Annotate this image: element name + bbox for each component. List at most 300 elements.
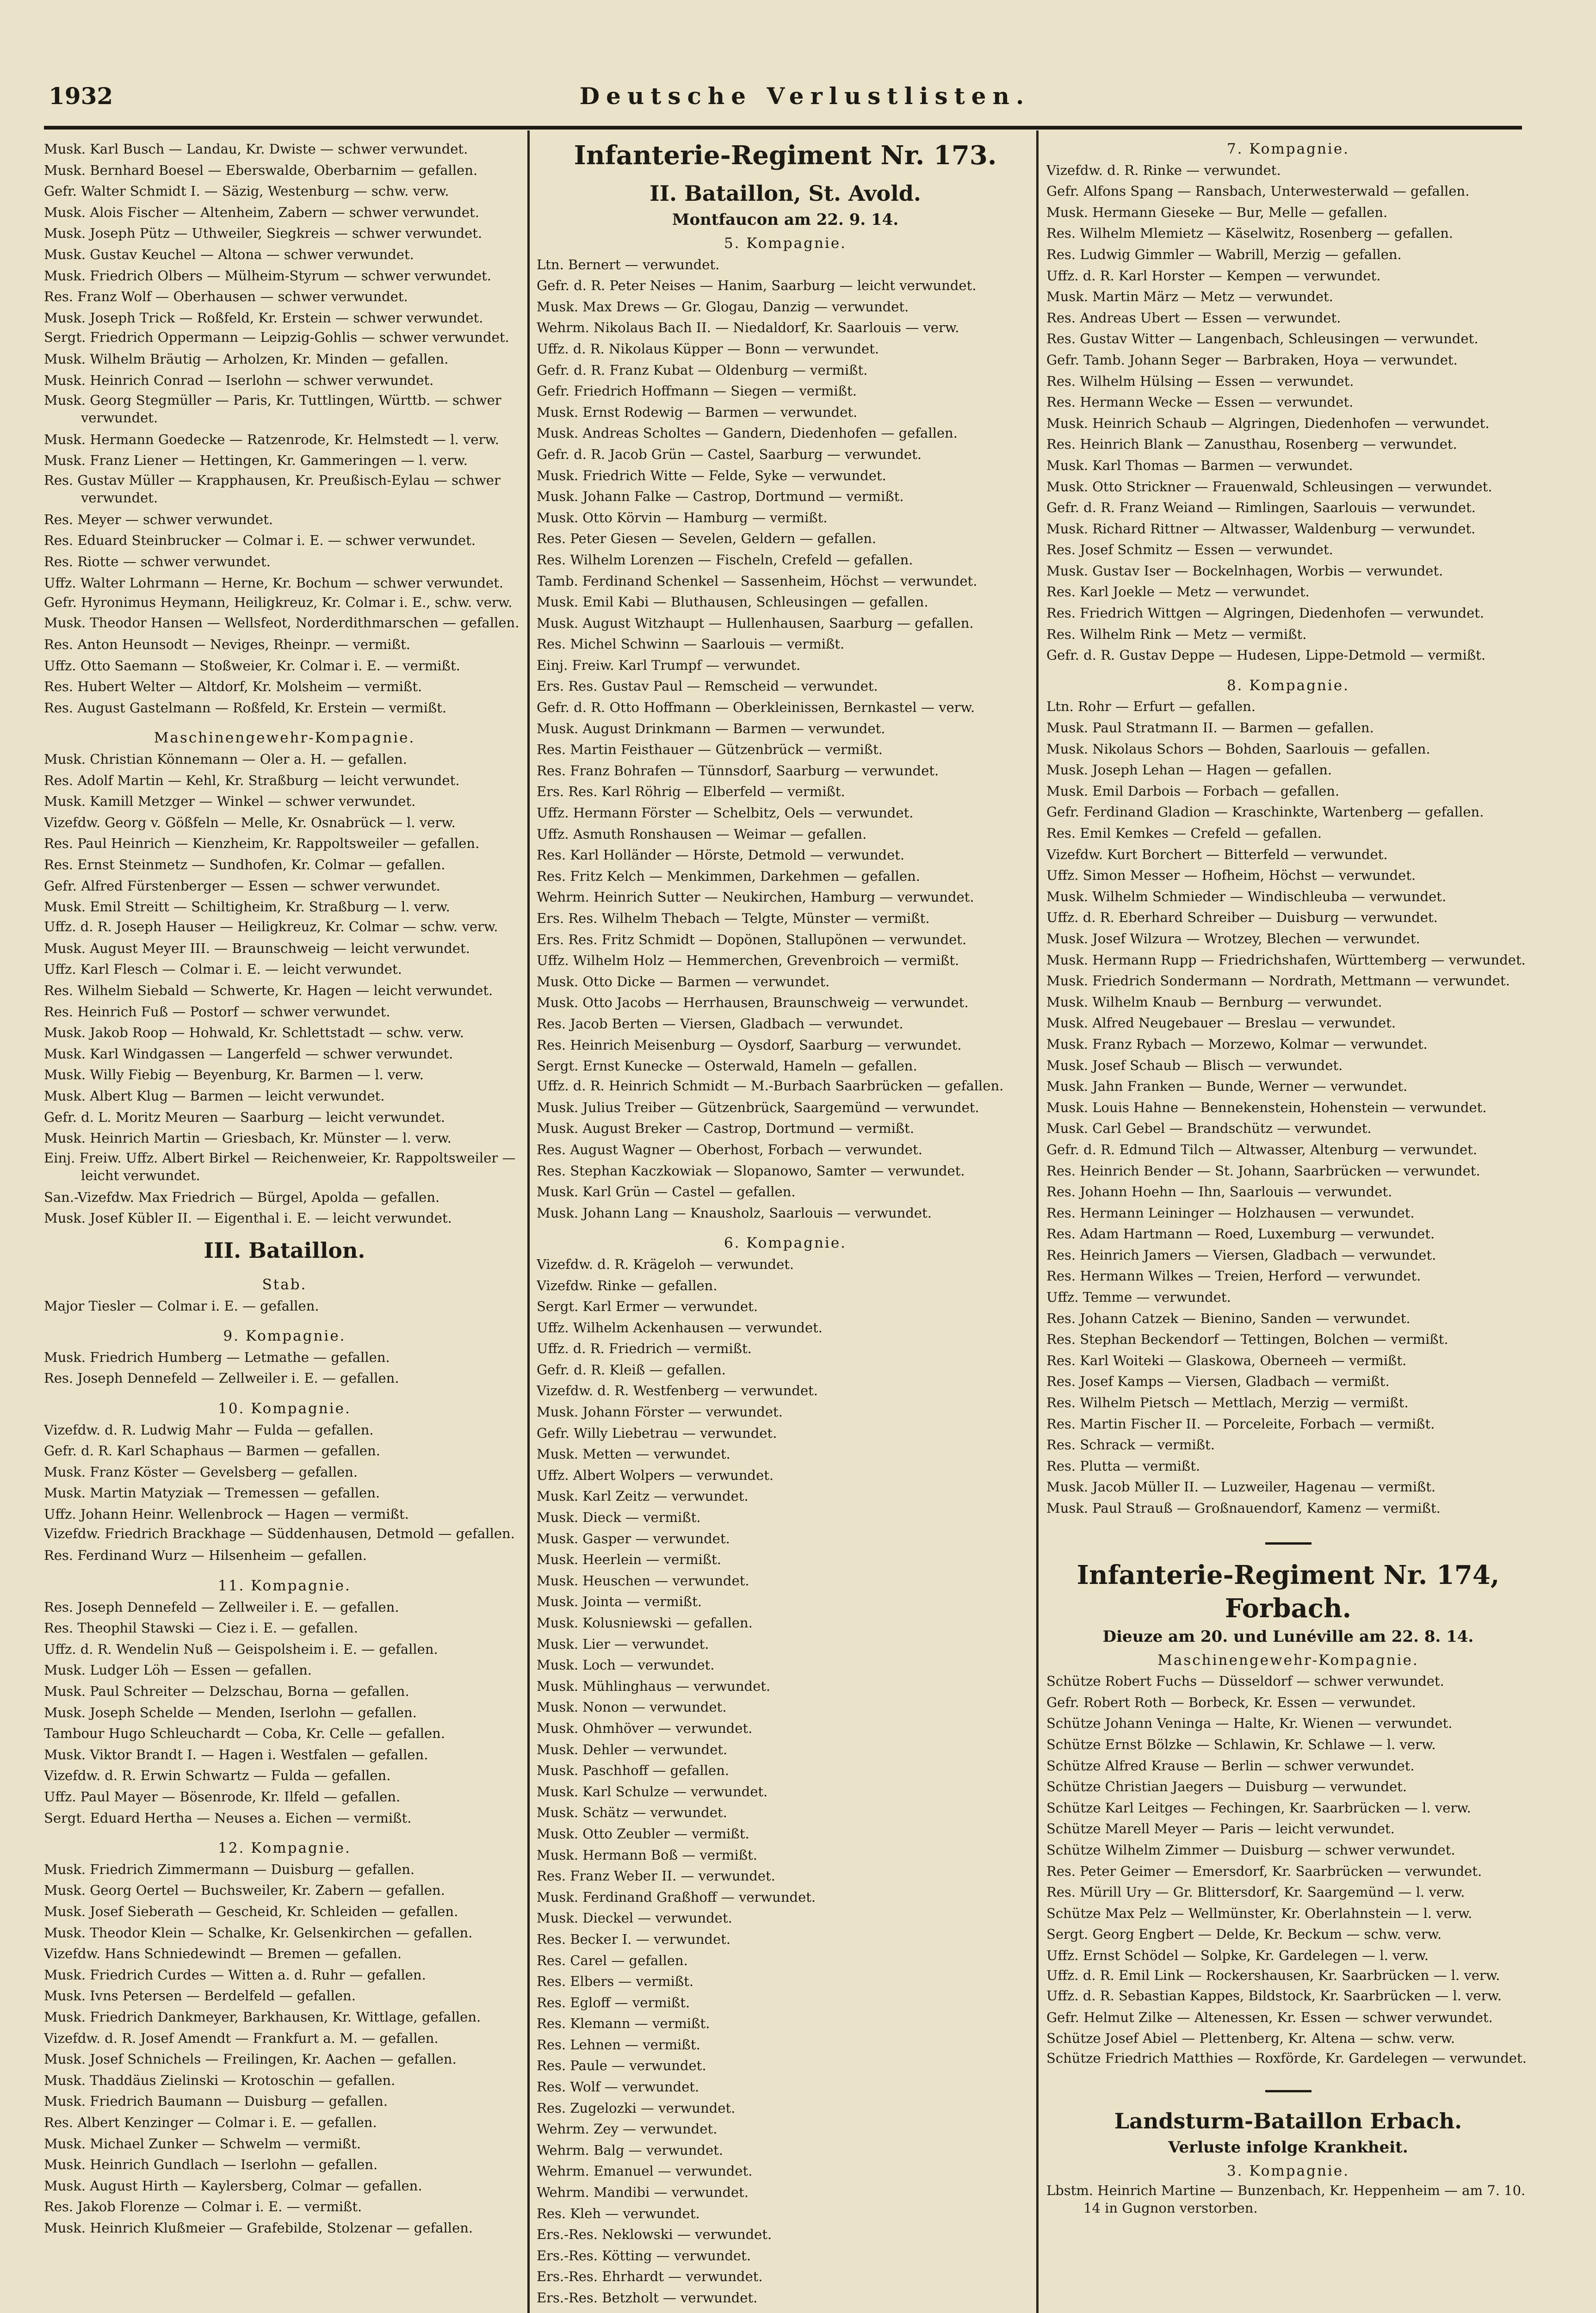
entry-list — [1046, 696, 1530, 1519]
casualty-entry: Musk. Nonon — verwundet. — [537, 1699, 727, 1715]
casualty-entry: Musk. Paul Strauß — Großnauendorf, Kamenz — vermißt. — [1046, 1500, 1441, 1516]
casualty-entry: Ers. Res. Gustav Paul — Remscheid — verwundet. — [537, 678, 878, 694]
casualty-entry: Vizefdw. Kurt Borchert — Bitterfeld — verwundet. — [1046, 846, 1388, 862]
casualty-entry: Musk. Gustav Iser — Bockelnhagen, Worbis — verwundet. — [1046, 563, 1443, 579]
casualty-entry: Musk. Friedrich Sondermann — Nordrath, Mettmann — verwundet. — [1046, 973, 1510, 989]
casualty-entry: Res. Kleh — verwundet. — [537, 2205, 700, 2221]
casualty-entry: Schütze Max Pelz — Wellmünster, Kr. Oberlahnstein — l. verw. — [1046, 1905, 1472, 1921]
casualty-entry: Uffz. Simon Messer — Hofheim, Höchst — verwundet. — [1046, 867, 1416, 884]
casualty-entry: Musk. Ohmhöver — verwundet. — [537, 1720, 753, 1736]
section-heading: 9. Kompagnie. — [223, 1328, 346, 1345]
casualty-entry: Res. Hubert Welter — Altdorf, Kr. Molsheim — vermißt. — [44, 679, 422, 695]
casualty-entry: Musk. Christian Könnemann — Oler a. H. — gefallen. — [44, 751, 408, 767]
casualty-entry: Gefr. Alfred Fürstenberger — Essen — schwer verwundet. — [44, 878, 440, 894]
casualty-entry: Musk. Viktor Brandt I. — Hagen i. Westfalen — gefallen. — [44, 1746, 428, 1763]
section-heading: Maschinengewehr-Kompagnie. — [154, 730, 415, 747]
entry-list — [1046, 2182, 1530, 2217]
casualty-entry: Vizefdw. d. R. Ludwig Mahr — Fulda — gefallen. — [44, 1422, 374, 1438]
entry-list — [44, 749, 525, 1229]
casualty-entry: Musk. Josef Schnichels — Freilingen, Kr. Aachen — gefallen. — [44, 2051, 457, 2067]
casualty-entry: Schütze Robert Fuchs — Düsseldorf — schwer verwundet. — [1046, 1673, 1444, 1689]
casualty-entry: Musk. Martin Matyziak — Tremessen — gefallen. — [44, 1485, 380, 1501]
casualty-entry: Musk. Otto Zeubler — vermißt. — [537, 1825, 749, 1842]
casualty-entry: Musk. Joseph Schelde — Menden, Iserlohn — gefallen. — [44, 1704, 417, 1720]
casualty-entry: Musk. Karl Schulze — verwundet. — [537, 1783, 768, 1800]
section-heading: 8. Kompagnie. — [1226, 677, 1350, 694]
casualty-entry: Res. Becker I. — verwundet. — [537, 1931, 731, 1947]
casualty-entry: Musk. August Hirth — Kaylersberg, Colmar — gefallen. — [44, 2177, 422, 2194]
casualty-entry: Musk. Otto Strickner — Frauenwald, Schleusingen — verwundet. — [1046, 478, 1492, 495]
casualty-entry: Res. Joseph Dennefeld — Zellweiler i. E. — gefallen. — [44, 1599, 399, 1615]
casualty-entry: Lbstm. Heinrich Martine — Bunzenbach, Kr. Heppenheim — am 7. 10. 14 in Gugnon verstorben. — [1046, 2183, 1526, 2216]
casualty-entry: Musk. Carl Gebel — Brandschütz — verwundet. — [1046, 1120, 1372, 1137]
casualty-entry: Musk. Karl Busch — Landau, Kr. Dwiste — schwer verwundet. — [44, 141, 468, 157]
casualty-entry: Musk. Karl Zeitz — verwundet. — [537, 1488, 749, 1504]
casualty-entry: Gefr. Helmut Zilke — Altenessen, Kr. Essen — schwer verwundet. — [1046, 2009, 1493, 2025]
casualty-entry: Musk. Joseph Pütz — Uthweiler, Siegkreis — schwer verwundet. — [44, 225, 483, 241]
casualty-entry: Musk. Emil Darbois — Forbach — gefallen. — [1046, 783, 1340, 799]
casualty-entry: Musk. Otto Dicke — Barmen — verwundet. — [537, 973, 830, 990]
casualty-entry: Vizefdw. d. R. Erwin Schwartz — Fulda — gefallen. — [44, 1768, 391, 1784]
casualty-entry: Res. Gustav Müller — Krapphausen, Kr. Preußisch-Eylau — schwer verwundet. — [44, 472, 501, 506]
casualty-entry: Sergt. Ernst Kunecke — Osterwald, Hameln — gefallen. — [537, 1058, 917, 1074]
casualty-entry: Gefr. d. R. Gustav Deppe — Hudesen, Lippe-Detmold — vermißt. — [1046, 647, 1486, 663]
casualty-entry: Musk. Otto Körvin — Hamburg — vermißt. — [537, 509, 828, 526]
section-rule — [1265, 1542, 1311, 1545]
casualty-entry: Gefr. d. R. Franz Kubat — Oldenburg — vermißt. — [537, 362, 868, 378]
casualty-entry: Gefr. Robert Roth — Borbeck, Kr. Essen — verwundet. — [1046, 1694, 1416, 1710]
casualty-entry: Musk. Kamill Metzger — Winkel — schwer verwundet. — [44, 793, 416, 810]
casualty-entry: Res. Fritz Kelch — Menkimmen, Darkehmen — gefallen. — [537, 868, 921, 884]
casualty-entry: Uffz. Temme — verwundet. — [1046, 1289, 1231, 1305]
casualty-entry: Musk. Theodor Hansen — Wellsfeot, Norderdithmarschen — gefallen. — [44, 615, 520, 631]
place-date: Dieuze am 20. und Lunéville am 22. 8. 14. — [1102, 1627, 1474, 1646]
casualty-entry: Schütze Johann Veninga — Halte, Kr. Wienen — verwundet. — [1046, 1715, 1453, 1732]
casualty-entry: Musk. Nikolaus Schors — Bohden, Saarlouis — gefallen. — [1046, 741, 1430, 757]
casualty-entry: Gefr. d. R. Franz Weiand — Rimlingen, Saarlouis — verwundet. — [1046, 500, 1476, 516]
column-3 — [1046, 139, 1530, 2313]
casualty-entry: Schütze Marell Meyer — Paris — leicht verwundet. — [1046, 1821, 1395, 1837]
entry-list — [1046, 1671, 1530, 2067]
casualty-entry: Musk. Hermann Rupp — Friedrichshafen, Württemberg — verwundet. — [1046, 952, 1526, 968]
casualty-entry: Musk. Thaddäus Zielinski — Krotoschin — gefallen. — [44, 2072, 396, 2088]
casualty-entry: Major Tiesler — Colmar i. E. — gefallen. — [44, 1298, 319, 1314]
casualty-entry: Musk. Johann Förster — verwundet. — [537, 1404, 783, 1420]
casualty-entry: Musk. Friedrich Zimmermann — Duisburg — gefallen. — [44, 1861, 415, 1877]
casualty-entry: Sergt. Friedrich Oppermann — Leipzig-Gohlis — schwer verwundet. — [44, 329, 509, 346]
casualty-entry: Musk. Wilhelm Knaub — Bernburg — verwundet. — [1046, 994, 1382, 1010]
casualty-entry: Res. Riotte — schwer verwundet. — [44, 553, 271, 569]
casualty-entry: Schütze Wilhelm Zimmer — Duisburg — schwer verwundet. — [1046, 1842, 1455, 1858]
casualty-entry: Res. Mürill Ury — Gr. Blittersdorf, Kr. Saargemünd — l. verw. — [1046, 1884, 1465, 1900]
casualty-entry: Musk. Friedrich Humberg — Letmathe — gefallen. — [44, 1349, 390, 1365]
casualty-entry: Schütze Josef Abiel — Plettenberg, Kr. Altena — schw. verw. — [1046, 2030, 1455, 2047]
casualty-entry: Uffz. d. R. Emil Link — Rockershausen, Kr. Saarbrücken — l. verw. — [1046, 1967, 1500, 1983]
casualty-entry: Res. August Gastelmann — Roßfeld, Kr. Erstein — vermißt. — [44, 699, 447, 716]
casualty-entry: Ers.-Res. Kötting — verwundet. — [537, 2247, 751, 2264]
casualty-entry: Musk. Emil Kabi — Bluthausen, Schleusingen — gefallen. — [537, 594, 928, 610]
casualty-entry: Res. Franz Wolf — Oberhausen — schwer verwundet. — [44, 289, 408, 305]
casualty-entry: Res. Theophil Stawski — Ciez i. E. — gefallen. — [44, 1620, 358, 1636]
casualty-entry: Musk. Paschhoff — gefallen. — [537, 1763, 730, 1779]
casualty-entry: Res. Heinrich Bender — St. Johann, Saarbrücken — verwundet. — [1046, 1163, 1480, 1179]
casualty-entry: Musk. Josef Kübler II. — Eigenthal i. E. — leicht verwundet. — [44, 1210, 452, 1226]
casualty-entry: Musk. Josef Schaub — Blisch — verwundet. — [1046, 1057, 1343, 1073]
casualty-entry: Vizefdw. Hans Schniedewindt — Bremen — gefallen. — [44, 1946, 402, 1962]
casualty-entry: Gefr. Friedrich Hoffmann — Siegen — vermißt. — [537, 383, 857, 399]
casualty-entry: Musk. Heerlein — vermißt. — [537, 1552, 721, 1568]
section-heading: 3. Kompagnie. — [1226, 2162, 1350, 2179]
casualty-entry: Vizefdw. Georg v. Gößfeln — Melle, Kr. Osnabrück — l. verw. — [44, 814, 456, 830]
casualty-entry: Musk. Otto Jacobs — Herrhausen, Braunschweig — verwundet. — [537, 995, 969, 1011]
casualty-entry: Res. Karl Holländer — Hörste, Detmold — verwundet. — [537, 847, 905, 863]
casualty-entry: Musk. Bernhard Boesel — Eberswalde, Oberbarnim — gefallen. — [44, 162, 478, 178]
casualty-entry: Res. Lehnen — vermißt. — [537, 2036, 700, 2053]
casualty-entry: Musk. Gasper — verwundet. — [537, 1530, 730, 1546]
casualty-entry: Res. Franz Bohrafen — Tünnsdorf, Saarburg — verwundet. — [537, 762, 939, 779]
casualty-entry: Res. Wilhelm Hülsing — Essen — verwundet. — [1046, 373, 1354, 389]
casualty-entry: Res. Heinrich Fuß — Postorf — schwer verwundet. — [44, 1003, 390, 1020]
casualty-entry: Res. Heinrich Meisenburg — Oysdorf, Saarburg — verwundet. — [537, 1037, 962, 1053]
casualty-entry: Gefr. Walter Schmidt I. — Säzig, Westenburg — schw. verw. — [44, 183, 449, 199]
casualty-entry: Sergt. Eduard Hertha — Neuses a. Eichen — vermißt. — [44, 1810, 412, 1826]
casualty-entry: Musk. August Drinkmann — Barmen — verwundet. — [537, 720, 885, 736]
casualty-entry: Gefr. d. R. Jacob Grün — Castel, Saarburg — verwundet. — [537, 446, 922, 462]
casualty-entry: Musk. Ludger Löh — Essen — gefallen. — [44, 1662, 312, 1678]
entry-list — [537, 254, 1034, 1224]
casualty-entry: Schütze Alfred Krause — Berlin — schwer verwundet. — [1046, 1757, 1415, 1774]
casualty-entry: Einj. Freiw. Uffz. Albert Birkel — Reichenweier, Kr. Rappoltsweiler — leicht verwundet. — [44, 1150, 516, 1183]
casualty-entry: Musk. Julius Treiber — Gützenbrück, Saargemünd — verwundet. — [537, 1099, 979, 1115]
casualty-entry: Res. Wilhelm Mlemietz — Käselwitz, Rosenberg — gefallen. — [1046, 225, 1454, 241]
casualty-entry: Ltn. Rohr — Erfurt — gefallen. — [1046, 699, 1256, 715]
casualty-entry: Res. Albert Kenzinger — Colmar i. E. — gefallen. — [44, 2114, 377, 2130]
casualty-entry: Gefr. Willy Liebetrau — verwundet. — [537, 1425, 777, 1441]
casualty-entry: San.-Vizefdw. Max Friedrich — Bürgel, Apolda — gefallen. — [44, 1189, 440, 1205]
casualty-entry: Uffz. d. R. Eberhard Schreiber — Duisburg — verwundet. — [1046, 909, 1438, 926]
casualty-entry: Uffz. Paul Mayer — Bösenrode, Kr. Ilfeld — gefallen. — [44, 1789, 401, 1805]
casualty-entry: Musk. Franz Köster — Gevelsberg — gefallen. — [44, 1464, 358, 1480]
casualty-entry: Res. Adolf Martin — Kehl, Kr. Straßburg — leicht verwundet. — [44, 772, 460, 788]
casualty-entry: Musk. Paul Stratmann II. — Barmen — gefallen. — [1046, 720, 1374, 736]
casualty-entry: Res. Gustav Witter — Langenbach, Schleusingen — verwundet. — [1046, 331, 1478, 347]
casualty-entry: Res. Karl Joekle — Metz — verwundet. — [1046, 584, 1310, 600]
regiment-heading: Infanterie-Regiment Nr. 174, Forbach. — [1076, 1559, 1500, 1624]
column-1 — [44, 139, 525, 2313]
casualty-entry: Musk. Paul Schreiter — Delzschau, Borna — gefallen. — [44, 1683, 409, 1700]
casualty-entry: Musk. Albert Klug — Barmen — leicht verwundet. — [44, 1088, 385, 1104]
casualty-entry: Res. Paul Heinrich — Kienzheim, Kr. Rappoltsweiler — gefallen. — [44, 835, 480, 852]
casualty-entry: Uffz. Ernst Schödel — Solpke, Kr. Gardelegen — l. verw. — [1046, 1947, 1429, 1963]
casualty-entry: Uffz. d. R. Sebastian Kappes, Bildstock, Kr. Saarbrücken — l. verw. — [1046, 1987, 1502, 2004]
column-rule-right — [1036, 130, 1039, 2313]
casualty-entry: Musk. Karl Grün — Castel — gefallen. — [537, 1184, 796, 1200]
casualty-entry: Res. Stephan Kaczkowiak — Slopanowo, Samter — verwundet. — [537, 1163, 965, 1179]
casualty-entry: Res. Stephan Beckendorf — Tettingen, Bolchen — vermißt. — [1046, 1331, 1448, 1348]
casualty-entry: Musk. Theodor Klein — Schalke, Kr. Gelsenkirchen — gefallen. — [44, 1924, 473, 1941]
casualty-entry: Musk. Georg Oertel — Buchsweiler, Kr. Zabern — gefallen. — [44, 1882, 445, 1899]
casualty-entry: Uffz. d. R. Nikolaus Küpper — Bonn — verwundet. — [537, 340, 879, 357]
casualty-entry: Musk. Michael Zunker — Schwelm — vermißt. — [44, 2135, 361, 2152]
casualty-entry: Vizefdw. d. R. Josef Amendt — Frankfurt a. M. — gefallen. — [44, 2030, 439, 2046]
section-heading: Stab. — [262, 1276, 307, 1293]
casualty-entry: Musk. Joseph Trick — Roßfeld, Kr. Erstein — schwer verwundet. — [44, 309, 483, 326]
casualty-entry: Musk. August Meyer III. — Braunschweig — leicht verwundet. — [44, 940, 470, 956]
casualty-entry: Res. Johann Hoehn — Ihn, Saarlouis — verwundet. — [1046, 1184, 1392, 1200]
casualty-entry: Schütze Friedrich Matthies — Roxförde, Kr. Gardelegen — verwundet. — [1046, 2050, 1527, 2066]
casualty-entry: Uffz. Wilhelm Holz — Hemmerchen, Grevenbroich — vermißt. — [537, 952, 959, 969]
casualty-entry: Musk. Metten — verwundet. — [537, 1446, 730, 1462]
section-heading: 12. Kompagnie. — [218, 1840, 351, 1857]
casualty-entry: Res. Ferdinand Wurz — Hilsenheim — gefallen. — [44, 1547, 367, 1564]
column-rule-left — [527, 130, 530, 2313]
casualty-entry: Musk. Dehler — verwundet. — [537, 1741, 728, 1757]
entry-list — [44, 1597, 525, 1829]
entry-list — [44, 1347, 525, 1389]
section-heading: 11. Kompagnie. — [218, 1577, 351, 1595]
casualty-entry: Uffz. d. R. Joseph Hauser — Heiligkreuz, Kr. Colmar — schw. verw. — [44, 918, 498, 934]
casualty-entry: Res. Plutta — vermißt. — [1046, 1458, 1200, 1474]
page-number: 1932 — [49, 82, 113, 110]
casualty-entry: Musk. Andreas Scholtes — Gandern, Diedenhofen — gefallen. — [537, 425, 958, 441]
casualty-entry: Res. Joseph Dennefeld — Zellweiler i. E. — gefallen. — [44, 1370, 399, 1386]
section-heading: 6. Kompagnie. — [724, 1235, 847, 1252]
casualty-entry: Vizefdw. d. R. Krägeloh — verwundet. — [537, 1256, 794, 1272]
casualty-entry: Musk. Johann Falke — Castrop, Dortmund — vermißt. — [537, 489, 904, 505]
casualty-entry: Res. Egloff — vermißt. — [537, 1994, 690, 2010]
casualty-entry: Musk. Willy Fiebig — Beyenburg, Kr. Barmen — l. verw. — [44, 1067, 424, 1083]
header-rule — [44, 126, 1522, 130]
casualty-entry: Musk. Gustav Keuchel — Altona — schwer verwundet. — [44, 246, 414, 262]
casualty-entry: Wehrm. Nikolaus Bach II. — Niedaldorf, Kr. Saarlouis — verw. — [537, 320, 959, 336]
casualty-entry: Musk. Jointa — vermißt. — [537, 1594, 702, 1610]
section-heading: Maschinengewehr-Kompagnie. — [1157, 1651, 1419, 1669]
casualty-entry: Res. Jakob Florenze — Colmar i. E. — vermißt. — [44, 2199, 362, 2215]
casualty-entry: Res. Josef Schmitz — Essen — verwundet. — [1046, 542, 1333, 558]
casualty-entry: Res. Karl Woiteki — Glaskowa, Oberneeh — vermißt. — [1046, 1352, 1407, 1368]
casualty-entry: Res. Schrack — vermißt. — [1046, 1437, 1215, 1453]
casualty-entry: Musk. August Breker — Castrop, Dortmund — vermißt. — [537, 1120, 915, 1137]
casualty-entry: Gefr. d. R. Edmund Tilch — Altwasser, Altenburg — verwundet. — [1046, 1141, 1478, 1157]
casualty-entry: Musk. August Witzhaupt — Hullenhausen, Saarburg — gefallen. — [537, 615, 974, 631]
casualty-entry: Gefr. Alfons Spang — Ransbach, Unterwesterwald — gefallen. — [1046, 183, 1470, 199]
regiment-heading: Infanterie-Regiment Nr. 173. — [574, 140, 997, 171]
casualty-entry: Res. Peter Giesen — Sevelen, Geldern — gefallen. — [537, 531, 877, 547]
casualty-entry: Musk. Richard Rittner — Altwasser, Waldenburg — verwundet. — [1046, 520, 1476, 537]
section-heading: 10. Kompagnie. — [218, 1400, 351, 1417]
column-2 — [537, 139, 1034, 2313]
casualty-entry: Musk. Kolusniewski — gefallen. — [537, 1615, 753, 1631]
entry-list — [537, 1254, 1034, 2309]
casualty-entry: Musk. Martin März — Metz — verwundet. — [1046, 289, 1333, 305]
casualty-entry: Musk. Franz Liener — Hettingen, Kr. Gammeringen — l. verw. — [44, 452, 468, 469]
casualty-entry: Schütze Karl Leitges — Fechingen, Kr. Saarbrücken — l. verw. — [1046, 1800, 1471, 1816]
casualty-entry: Musk. Jakob Roop — Hohwald, Kr. Schlettstadt — schw. verw. — [44, 1025, 464, 1041]
casualty-entry: Wehrm. Zey — verwundet. — [537, 2121, 718, 2137]
casualty-entry: Musk. Hermann Gieseke — Bur, Melle — gefallen. — [1046, 204, 1388, 220]
casualty-entry: Gefr. Hyronimus Heymann, Heiligkreuz, Kr. Colmar i. E., schw. verw. — [44, 594, 513, 611]
casualty-entry: Musk. Heinrich Gundlach — Iserlohn — gefallen. — [44, 2157, 378, 2173]
section-heading: 5. Kompagnie. — [724, 235, 847, 252]
casualty-entry: Ers.-Res. Betzholt — verwundet. — [537, 2290, 758, 2306]
casualty-entry: Musk. Jahn Franken — Bunde, Werner — verwundet. — [1046, 1078, 1408, 1095]
casualty-entry: Musk. Georg Stegmüller — Paris, Kr. Tuttlingen, Württb. — schwer verwundet. — [44, 392, 501, 426]
casualty-entry: Musk. Alois Fischer — Altenheim, Zabern — schwer verwundet. — [44, 204, 479, 220]
casualty-entry: Musk. Hermann Boß — vermißt. — [537, 1847, 757, 1863]
casualty-entry: Res. Michel Schwinn — Saarlouis — vermißt. — [537, 636, 845, 652]
casualty-entry: Musk. Dieckel — verwundet. — [537, 1910, 732, 1926]
casualty-entry: Musk. Schätz — verwundet. — [537, 1805, 727, 1821]
casualty-entry: Uffz. d. R. Wendelin Nuß — Geispolsheim i. E. — gefallen. — [44, 1641, 438, 1657]
casualty-entry: Res. Zugelozki — verwundet. — [537, 2100, 736, 2116]
casualty-entry: Musk. Karl Thomas — Barmen — verwundet. — [1046, 457, 1353, 473]
casualty-entry: Res. Eduard Steinbrucker — Colmar i. E. — schwer verwundet. — [44, 532, 476, 549]
casualty-entry: Tamb. Ferdinand Schenkel — Sassenheim, Höchst — verwundet. — [537, 573, 977, 589]
battalion-heading: III. Bataillon. — [204, 1237, 365, 1263]
casualty-entry: Res. Ernst Steinmetz — Sundhofen, Kr. Colmar — gefallen. — [44, 857, 445, 873]
casualty-entry: Uffz. Walter Lohrmann — Herne, Kr. Bochum — schwer verwundet. — [44, 575, 504, 591]
casualty-entry: Musk. Friedrich Witte — Felde, Syke — verwundet. — [537, 467, 886, 483]
casualty-entry: Musk. Ernst Rodewig — Barmen — verwundet. — [537, 404, 858, 420]
casualty-entry: Res. Paule — verwundet. — [537, 2058, 706, 2074]
casualty-entry: Uffz. d. R. Karl Horster — Kempen — verwundet. — [1046, 267, 1381, 284]
casualty-entry: Musk. Heinrich Schaub — Algringen, Diedenhofen — verwundet. — [1046, 415, 1490, 431]
entry-list — [1046, 160, 1530, 666]
casualty-entry: Musk. Friedrich Dankmeyer, Barkhausen, Kr. Wittlage, gefallen. — [44, 2009, 481, 2025]
casualty-entry: Res. Heinrich Blank — Zanusthau, Rosenberg — verwundet. — [1046, 436, 1457, 452]
casualty-entry: Musk. Dieck — vermißt. — [537, 1509, 701, 1526]
casualty-entry: Musk. Wilhelm Schmieder — Windischleuba — verwundet. — [1046, 888, 1447, 904]
casualty-entry: Musk. Friedrich Olbers — Mülheim-Styrum — schwer verwundet. — [44, 267, 491, 284]
casualty-entry: Res. Friedrich Wittgen — Algringen, Diedenhofen — verwundet. — [1046, 605, 1485, 621]
casualty-entry: Musk. Emil Streitt — Schiltigheim, Kr. Straßburg — l. verw. — [44, 899, 450, 915]
casualty-entry: Gefr. Ferdinand Gladion — Kraschinkte, Wartenberg — gefallen. — [1046, 804, 1484, 820]
casualty-entry: Res. Adam Hartmann — Roed, Luxemburg — verwundet. — [1046, 1226, 1435, 1242]
casualty-entry: Res. Martin Fischer II. — Porceleite, Forbach — vermißt. — [1046, 1416, 1435, 1432]
section-rule — [1265, 2090, 1311, 2092]
casualty-entry: Res. Meyer — schwer verwundet. — [44, 511, 273, 527]
casualty-entry: Ers. Res. Karl Röhrig — Elberfeld — vermißt. — [537, 784, 845, 800]
casualty-entry: Res. Johann Catzek — Bienino, Sanden — verwundet. — [1046, 1310, 1410, 1326]
casualty-entry: Vizefdw. d. R. Rinke — verwundet. — [1046, 162, 1281, 178]
casualty-entry: Musk. Alfred Neugebauer — Breslau — verwundet. — [1046, 1015, 1396, 1031]
battalion-heading: II. Bataillon, St. Avold. — [650, 181, 921, 206]
casualty-entry: Res. Hermann Wilkes — Treien, Herford — verwundet. — [1046, 1268, 1421, 1284]
casualty-entry: Musk. Louis Hahne — Bennekenstein, Hohenstein — verwundet. — [1046, 1099, 1487, 1115]
casualty-entry: Wehrm. Heinrich Sutter — Neukirchen, Hamburg — verwundet. — [537, 889, 974, 905]
casualty-entry: Res. Anton Heunsodt — Neviges, Rheinpr. — vermißt. — [44, 637, 410, 653]
casualty-entry: Gefr. d. R. Otto Hoffmann — Oberkleinissen, Bernkastel — verw. — [537, 699, 975, 716]
note: Verluste infolge Krankheit. — [1168, 2138, 1408, 2157]
casualty-entry: Ltn. Bernert — verwundet. — [537, 256, 720, 272]
page-title: Deutsche Verlustlisten. — [579, 82, 1031, 110]
casualty-entry: Musk. Friedrich Curdes — Witten a. d. Ruhr — gefallen. — [44, 1967, 426, 1983]
casualty-entry: Musk. Joseph Lehan — Hagen — gefallen. — [1046, 762, 1332, 778]
casualty-entry: Res. Ludwig Gimmler — Wabrill, Merzig — gefallen. — [1046, 246, 1402, 262]
entry-list — [44, 1420, 525, 1567]
casualty-entry: Wehrm. Balg — verwundet. — [537, 2142, 724, 2158]
casualty-entry: Uffz. Wilhelm Ackenhausen — verwundet. — [537, 1319, 823, 1336]
casualty-entry: Gefr. d. R. Peter Neises — Hanim, Saarburg — leicht verwundet. — [537, 278, 977, 294]
casualty-entry: Res. Peter Geimer — Emersdorf, Kr. Saarbrücken — verwundet. — [1046, 1863, 1482, 1879]
casualty-entry: Musk. Ferdinand Graßhoff — verwundet. — [537, 1889, 816, 1905]
casualty-entry: Res. Hermann Leininger — Holzhausen — verwundet. — [1046, 1205, 1415, 1221]
casualty-entry: Musk. Heuschen — verwundet. — [537, 1572, 749, 1589]
casualty-entry: Res. Emil Kemkes — Crefeld — gefallen. — [1046, 825, 1322, 841]
casualty-entry: Wehrm. Emanuel — verwundet. — [537, 2163, 753, 2179]
casualty-entry: Musk. Josef Sieberath — Gescheid, Kr. Schleiden — gefallen. — [44, 1903, 458, 1919]
casualty-entry: Gefr. d. L. Moritz Meuren — Saarburg — leicht verwundet. — [44, 1109, 445, 1125]
casualty-entry: Musk. Lier — verwundet. — [537, 1636, 709, 1652]
casualty-entry: Uffz. Asmuth Ronshausen — Weimar — gefallen. — [537, 826, 867, 842]
casualty-entry: Musk. Max Drews — Gr. Glogau, Danzig — verwundet. — [537, 298, 909, 315]
entry-list — [44, 1859, 525, 2239]
casualty-entry: Tambour Hugo Schleuchardt — Coba, Kr. Celle — gefallen. — [44, 1725, 445, 1742]
casualty-entry: Res. August Wagner — Oberhost, Forbach — verwundet. — [537, 1141, 922, 1157]
casualty-entry: Uffz. d. R. Heinrich Schmidt — M.-Burbach Saarbrücken — gefallen. — [537, 1077, 1004, 1094]
casualty-entry: Ers. Res. Wilhelm Thebach — Telgte, Münster — vermißt. — [537, 910, 930, 926]
casualty-entry: Uffz. Otto Saemann — Stoßweier, Kr. Colmar i. E. — vermißt. — [44, 657, 460, 674]
casualty-entry: Musk. Loch — verwundet. — [537, 1657, 715, 1673]
casualty-entry: Res. Hermann Wecke — Essen — verwundet. — [1046, 394, 1354, 410]
casualty-entry: Ers. Res. Fritz Schmidt — Dopönen, Stallupönen — verwundet. — [537, 931, 967, 947]
casualty-entry: Res. Jacob Berten — Viersen, Gladbach — verwundet. — [537, 1015, 903, 1032]
casualty-entry: Res. Andreas Ubert — Essen — verwundet. — [1046, 309, 1341, 326]
casualty-entry: Einj. Freiw. Karl Trumpf — verwundet. — [537, 657, 801, 673]
casualty-entry: Musk. Heinrich Conrad — Iserlohn — schwer verwundet. — [44, 372, 434, 388]
casualty-entry: Musk. Karl Windgassen — Langerfeld — schwer verwundet. — [44, 1045, 453, 1062]
casualty-entry: Musk. Jacob Müller II. — Luzweiler, Hagenau — vermißt. — [1046, 1479, 1436, 1495]
casualty-entry: Res. Wolf — verwundet. — [537, 2079, 699, 2095]
casualty-entry: Musk. Franz Rybach — Morzewo, Kolmar — verwundet. — [1046, 1036, 1428, 1052]
casualty-entry: Gefr. d. R. Kleiß — gefallen. — [537, 1361, 726, 1378]
battalion-heading: Landsturm-Bataillon Erbach. — [1114, 2108, 1462, 2134]
place-date: Montfaucon am 22. 9. 14. — [672, 210, 899, 229]
casualty-entry: Res. Elbers — vermißt. — [537, 1973, 694, 1990]
casualty-entry: Ers.-Res. Neklowski — verwundet. — [537, 2226, 772, 2243]
entry-list — [44, 139, 525, 718]
casualty-entry: Res. Franz Weber II. — verwundet. — [537, 1868, 775, 1884]
casualty-entry: Res. Klemann — vermißt. — [537, 2016, 710, 2032]
casualty-entry: Uffz. Karl Flesch — Colmar i. E. — leicht verwundet. — [44, 961, 402, 977]
casualty-entry: Res. Wilhelm Siebald — Schwerte, Kr. Hagen — leicht verwundet. — [44, 983, 493, 998]
casualty-entry: Musk. Ivns Petersen — Berdelfeld — gefallen. — [44, 1988, 356, 2004]
casualty-entry: Gefr. Tamb. Johann Seger — Barbraken, Hoya — verwundet. — [1046, 352, 1458, 368]
casualty-entry: Ers.-Res. Ehrhardt — verwundet. — [537, 2269, 763, 2285]
casualty-entry: Musk. Johann Lang — Knausholz, Saarlouis — verwundet. — [537, 1205, 932, 1221]
casualty-entry: Gefr. d. R. Karl Schaphaus — Barmen — gefallen. — [44, 1443, 380, 1459]
casualty-entry: Res. Heinrich Jamers — Viersen, Gladbach — verwundet. — [1046, 1247, 1436, 1263]
casualty-entry: Schütze Christian Jaegers — Duisburg — verwundet. — [1046, 1779, 1407, 1795]
section-heading: 7. Kompagnie. — [1226, 141, 1350, 157]
casualty-entry: Res. Martin Feisthauer — Gützenbrück — vermißt. — [537, 742, 883, 758]
casualty-entry: Res. Wilhelm Lorenzen — Fischeln, Crefeld — gefallen. — [537, 551, 913, 568]
casualty-entry: Wehrm. Mandibi — verwundet. — [537, 2184, 749, 2201]
casualty-entry: Res. Wilhelm Pietsch — Mettlach, Merzig — vermißt. — [1046, 1395, 1409, 1411]
casualty-entry: Res. Carel — gefallen. — [537, 1952, 688, 1968]
casualty-entry: Uffz. Albert Wolpers — verwundet. — [537, 1467, 774, 1483]
casualty-entry: Musk. Wilhelm Bräutig — Arholzen, Kr. Minden — gefallen. — [44, 351, 449, 367]
casualty-entry: Res. Wilhelm Rink — Metz — vermißt. — [1046, 626, 1307, 642]
casualty-entry: Sergt. Karl Ermer — verwundet. — [537, 1299, 758, 1315]
casualty-entry: Uffz. Hermann Förster — Schelbitz, Oels — verwundet. — [537, 805, 914, 821]
casualty-entry: Res. Josef Kamps — Viersen, Gladbach — vermißt. — [1046, 1373, 1390, 1390]
casualty-entry: Musk. Hermann Goedecke — Ratzenrode, Kr. Helmstedt — l. verw. — [44, 431, 499, 447]
casualty-entry: Vizefdw. Friedrich Brackhage — Süddenhausen, Detmold — gefallen. — [44, 1526, 515, 1542]
entry-list — [44, 1296, 525, 1317]
casualty-entry: Musk. Josef Wilzura — Wrotzey, Blechen — verwundet. — [1046, 930, 1420, 946]
casualty-entry: Sergt. Georg Engbert — Delde, Kr. Beckum — schw. verw. — [1046, 1926, 1442, 1942]
